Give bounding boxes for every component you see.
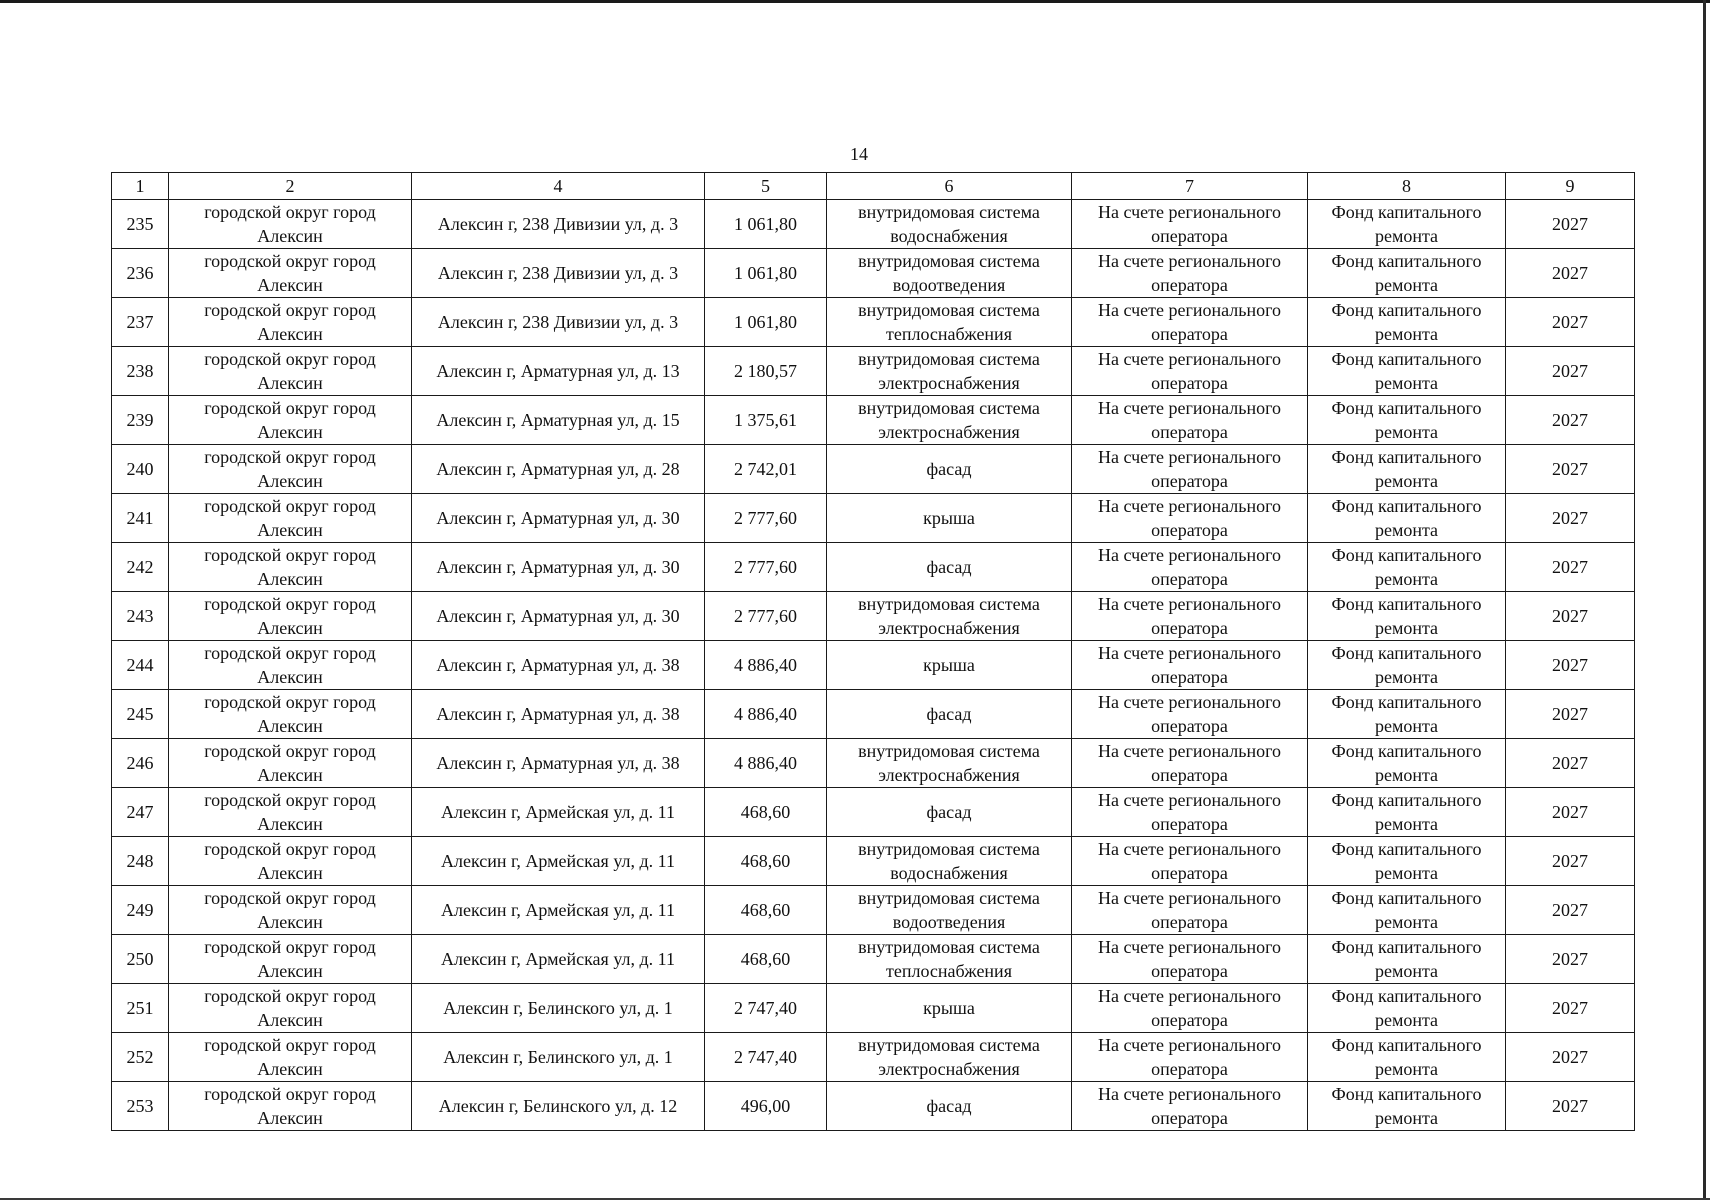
table-row — [112, 935, 1635, 984]
municipality-cell: городской округ город Алексин — [169, 396, 412, 445]
row-number-cell: 252 — [112, 1033, 169, 1082]
column-header: 1 — [112, 173, 169, 200]
address-cell: Алексин г, 238 Дивизии ул, д. 3 — [412, 298, 705, 347]
area-cell: 496,00 — [705, 1082, 827, 1131]
account-cell: На счете регионального оператора — [1072, 200, 1308, 249]
row-number-cell: 247 — [112, 788, 169, 837]
funding-source-cell: Фонд капитального ремонта — [1308, 641, 1506, 690]
column-header: 8 — [1308, 173, 1506, 200]
table-row — [112, 396, 1635, 445]
funding-source-cell: Фонд капитального ремонта — [1308, 1033, 1506, 1082]
account-cell: На счете регионального оператора — [1072, 1033, 1308, 1082]
area-cell: 2 747,40 — [705, 984, 827, 1033]
row-number-cell: 246 — [112, 739, 169, 788]
account-cell: На счете регионального оператора — [1072, 1082, 1308, 1131]
area-cell: 468,60 — [705, 886, 827, 935]
work-type-cell: фасад — [827, 543, 1072, 592]
municipality-cell: городской округ город Алексин — [169, 690, 412, 739]
municipality-cell: городской округ город Алексин — [169, 1033, 412, 1082]
account-cell: На счете регионального оператора — [1072, 641, 1308, 690]
account-cell: На счете регионального оператора — [1072, 984, 1308, 1033]
year-cell: 2027 — [1506, 739, 1635, 788]
funding-source-cell: Фонд капитального ремонта — [1308, 396, 1506, 445]
year-cell: 2027 — [1506, 641, 1635, 690]
address-cell: Алексин г, Белинского ул, д. 1 — [412, 1033, 705, 1082]
municipality-cell: городской округ город Алексин — [169, 445, 412, 494]
funding-source-cell: Фонд капитального ремонта — [1308, 739, 1506, 788]
funding-source-cell: Фонд капитального ремонта — [1308, 347, 1506, 396]
area-cell: 2 777,60 — [705, 543, 827, 592]
account-cell: На счете регионального оператора — [1072, 837, 1308, 886]
column-number-row — [112, 173, 1635, 200]
area-cell: 4 886,40 — [705, 690, 827, 739]
address-cell: Алексин г, 238 Дивизии ул, д. 3 — [412, 200, 705, 249]
work-type-cell: внутридомовая система водоснабжения — [827, 837, 1072, 886]
work-type-cell: внутридомовая система теплоснабжения — [827, 935, 1072, 984]
address-cell: Алексин г, Арматурная ул, д. 28 — [412, 445, 705, 494]
row-number-cell: 244 — [112, 641, 169, 690]
funding-source-cell: Фонд капитального ремонта — [1308, 298, 1506, 347]
work-type-cell: крыша — [827, 641, 1072, 690]
row-number-cell: 237 — [112, 298, 169, 347]
table-row — [112, 837, 1635, 886]
area-cell: 2 747,40 — [705, 1033, 827, 1082]
account-cell: На счете регионального оператора — [1072, 739, 1308, 788]
municipality-cell: городской округ город Алексин — [169, 298, 412, 347]
year-cell: 2027 — [1506, 396, 1635, 445]
year-cell: 2027 — [1506, 935, 1635, 984]
funding-source-cell: Фонд капитального ремонта — [1308, 1082, 1506, 1131]
year-cell: 2027 — [1506, 200, 1635, 249]
row-number-cell: 238 — [112, 347, 169, 396]
year-cell: 2027 — [1506, 886, 1635, 935]
work-type-cell: внутридомовая система теплоснабжения — [827, 298, 1072, 347]
work-type-cell: фасад — [827, 690, 1072, 739]
year-cell: 2027 — [1506, 249, 1635, 298]
address-cell: Алексин г, Армейская ул, д. 11 — [412, 935, 705, 984]
row-number-cell: 249 — [112, 886, 169, 935]
year-cell: 2027 — [1506, 837, 1635, 886]
address-cell: Алексин г, Арматурная ул, д. 30 — [412, 543, 705, 592]
table-row — [112, 1033, 1635, 1082]
area-cell: 1 061,80 — [705, 249, 827, 298]
row-number-cell: 243 — [112, 592, 169, 641]
column-header: 5 — [705, 173, 827, 200]
table-row — [112, 494, 1635, 543]
work-type-cell: внутридомовая система электроснабжения — [827, 347, 1072, 396]
work-type-cell: внутридомовая система электроснабжения — [827, 592, 1072, 641]
area-cell: 468,60 — [705, 788, 827, 837]
account-cell: На счете регионального оператора — [1072, 347, 1308, 396]
table-row — [112, 592, 1635, 641]
area-cell: 1 061,80 — [705, 200, 827, 249]
municipality-cell: городской округ город Алексин — [169, 739, 412, 788]
area-cell: 468,60 — [705, 837, 827, 886]
address-cell: Алексин г, Белинского ул, д. 12 — [412, 1082, 705, 1131]
municipality-cell: городской округ город Алексин — [169, 592, 412, 641]
account-cell: На счете регионального оператора — [1072, 788, 1308, 837]
address-cell: Алексин г, Арматурная ул, д. 38 — [412, 690, 705, 739]
year-cell: 2027 — [1506, 788, 1635, 837]
account-cell: На счете регионального оператора — [1072, 886, 1308, 935]
year-cell: 2027 — [1506, 298, 1635, 347]
municipality-cell: городской округ город Алексин — [169, 935, 412, 984]
work-type-cell: крыша — [827, 984, 1072, 1033]
address-cell: Алексин г, Арматурная ул, д. 30 — [412, 494, 705, 543]
column-header: 2 — [169, 173, 412, 200]
municipality-cell: городской округ город Алексин — [169, 1082, 412, 1131]
account-cell: На счете регионального оператора — [1072, 298, 1308, 347]
work-type-cell: фасад — [827, 788, 1072, 837]
row-number-cell: 235 — [112, 200, 169, 249]
year-cell: 2027 — [1506, 592, 1635, 641]
table-row — [112, 886, 1635, 935]
year-cell: 2027 — [1506, 984, 1635, 1033]
funding-source-cell: Фонд капитального ремонта — [1308, 788, 1506, 837]
address-cell: Алексин г, Арматурная ул, д. 15 — [412, 396, 705, 445]
area-cell: 1 375,61 — [705, 396, 827, 445]
account-cell: На счете регионального оператора — [1072, 396, 1308, 445]
municipality-cell: городской округ город Алексин — [169, 886, 412, 935]
table-row — [112, 1082, 1635, 1131]
capital-repair-table — [111, 172, 1635, 1131]
work-type-cell: внутридомовая система электроснабжения — [827, 739, 1072, 788]
row-number-cell: 239 — [112, 396, 169, 445]
column-header: 4 — [412, 173, 705, 200]
funding-source-cell: Фонд капитального ремонта — [1308, 837, 1506, 886]
municipality-cell: городской округ город Алексин — [169, 788, 412, 837]
area-cell: 2 742,01 — [705, 445, 827, 494]
funding-source-cell: Фонд капитального ремонта — [1308, 886, 1506, 935]
address-cell: Алексин г, Армейская ул, д. 11 — [412, 837, 705, 886]
row-number-cell: 248 — [112, 837, 169, 886]
address-cell: Алексин г, Арматурная ул, д. 38 — [412, 739, 705, 788]
municipality-cell: городской округ город Алексин — [169, 494, 412, 543]
work-type-cell: фасад — [827, 1082, 1072, 1131]
page-number: 14 — [850, 144, 868, 164]
work-type-cell: фасад — [827, 445, 1072, 494]
work-type-cell: внутридомовая система электроснабжения — [827, 1033, 1072, 1082]
address-cell: Алексин г, Арматурная ул, д. 30 — [412, 592, 705, 641]
funding-source-cell: Фонд капитального ремонта — [1308, 935, 1506, 984]
column-header: 7 — [1072, 173, 1308, 200]
municipality-cell: городской округ город Алексин — [169, 984, 412, 1033]
funding-source-cell: Фонд капитального ремонта — [1308, 249, 1506, 298]
scan-border-top — [0, 0, 1710, 3]
area-cell: 468,60 — [705, 935, 827, 984]
table-row — [112, 249, 1635, 298]
area-cell: 2 777,60 — [705, 494, 827, 543]
address-cell: Алексин г, Белинского ул, д. 1 — [412, 984, 705, 1033]
funding-source-cell: Фонд капитального ремонта — [1308, 690, 1506, 739]
municipality-cell: городской округ город Алексин — [169, 347, 412, 396]
account-cell: На счете регионального оператора — [1072, 249, 1308, 298]
funding-source-cell: Фонд капитального ремонта — [1308, 200, 1506, 249]
account-cell: На счете регионального оператора — [1072, 935, 1308, 984]
area-cell: 2 180,57 — [705, 347, 827, 396]
funding-source-cell: Фонд капитального ремонта — [1308, 494, 1506, 543]
funding-source-cell: Фонд капитального ремонта — [1308, 984, 1506, 1033]
row-number-cell: 236 — [112, 249, 169, 298]
row-number-cell: 242 — [112, 543, 169, 592]
table-row — [112, 641, 1635, 690]
row-number-cell: 240 — [112, 445, 169, 494]
work-type-cell: внутридомовая система водоотведения — [827, 886, 1072, 935]
table-row — [112, 298, 1635, 347]
column-header: 9 — [1506, 173, 1635, 200]
year-cell: 2027 — [1506, 690, 1635, 739]
municipality-cell: городской округ город Алексин — [169, 249, 412, 298]
year-cell: 2027 — [1506, 347, 1635, 396]
table-row — [112, 788, 1635, 837]
table-row — [112, 984, 1635, 1033]
table-row — [112, 200, 1635, 249]
area-cell: 4 886,40 — [705, 641, 827, 690]
area-cell: 1 061,80 — [705, 298, 827, 347]
year-cell: 2027 — [1506, 445, 1635, 494]
table-row — [112, 445, 1635, 494]
municipality-cell: городской округ город Алексин — [169, 641, 412, 690]
funding-source-cell: Фонд капитального ремонта — [1308, 445, 1506, 494]
work-type-cell: внутридомовая система водоотведения — [827, 249, 1072, 298]
table-row — [112, 690, 1635, 739]
year-cell: 2027 — [1506, 494, 1635, 543]
address-cell: Алексин г, Арматурная ул, д. 13 — [412, 347, 705, 396]
work-type-cell: внутридомовая система электроснабжения — [827, 396, 1072, 445]
year-cell: 2027 — [1506, 1082, 1635, 1131]
account-cell: На счете регионального оператора — [1072, 543, 1308, 592]
table-row — [112, 543, 1635, 592]
table-row — [112, 739, 1635, 788]
account-cell: На счете регионального оператора — [1072, 592, 1308, 641]
municipality-cell: городской округ город Алексин — [169, 200, 412, 249]
scan-border-right — [1703, 0, 1706, 1200]
year-cell: 2027 — [1506, 543, 1635, 592]
year-cell: 2027 — [1506, 1033, 1635, 1082]
municipality-cell: городской округ город Алексин — [169, 543, 412, 592]
row-number-cell: 253 — [112, 1082, 169, 1131]
column-header: 6 — [827, 173, 1072, 200]
table-row — [112, 347, 1635, 396]
account-cell: На счете регионального оператора — [1072, 690, 1308, 739]
municipality-cell: городской округ город Алексин — [169, 837, 412, 886]
row-number-cell: 250 — [112, 935, 169, 984]
funding-source-cell: Фонд капитального ремонта — [1308, 592, 1506, 641]
work-type-cell: внутридомовая система водоснабжения — [827, 200, 1072, 249]
funding-source-cell: Фонд капитального ремонта — [1308, 543, 1506, 592]
table-body — [112, 200, 1635, 1131]
address-cell: Алексин г, Армейская ул, д. 11 — [412, 788, 705, 837]
address-cell: Алексин г, 238 Дивизии ул, д. 3 — [412, 249, 705, 298]
row-number-cell: 245 — [112, 690, 169, 739]
account-cell: На счете регионального оператора — [1072, 494, 1308, 543]
area-cell: 4 886,40 — [705, 739, 827, 788]
area-cell: 2 777,60 — [705, 592, 827, 641]
account-cell: На счете регионального оператора — [1072, 445, 1308, 494]
address-cell: Алексин г, Арматурная ул, д. 38 — [412, 641, 705, 690]
work-type-cell: крыша — [827, 494, 1072, 543]
address-cell: Алексин г, Армейская ул, д. 11 — [412, 886, 705, 935]
row-number-cell: 251 — [112, 984, 169, 1033]
row-number-cell: 241 — [112, 494, 169, 543]
